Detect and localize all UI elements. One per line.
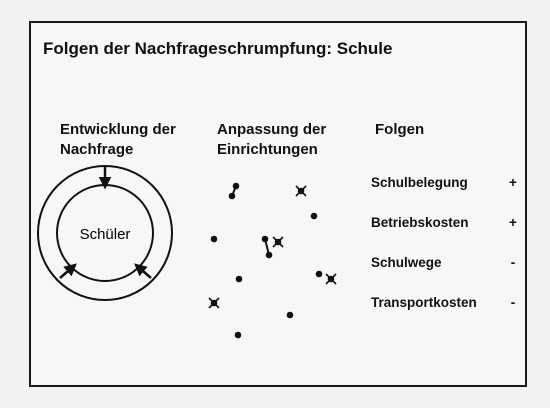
consequences-heading: Folgen: [375, 121, 425, 138]
arrow-inward-right-icon: [136, 265, 151, 278]
consequence-label: Betriebskosten: [371, 215, 469, 230]
slide-title: Folgen der Nachfrageschrumpfung: Schule: [43, 39, 393, 58]
consequence-transport-costs: [371, 295, 521, 335]
school-dot-icon: [211, 236, 218, 243]
consequence-school-routes: [371, 255, 521, 295]
merged-school-icon: [262, 236, 273, 259]
school-dot-icon: [235, 332, 242, 339]
consequence-sign: -: [510, 255, 516, 270]
students-label: Schüler: [79, 226, 131, 243]
consequence-label: Schulbelegung: [371, 175, 468, 190]
arrow-inward-left-icon: [60, 265, 75, 278]
consequence-school-occupancy: [371, 175, 521, 215]
consequence-sign: +: [509, 215, 517, 230]
facilities-heading-line-1: Anpassung der: [217, 121, 327, 138]
consequences-list: [371, 175, 521, 335]
closed-school-icon: [209, 298, 219, 308]
merged-school-icon: [229, 183, 240, 200]
consequence-label: Schulwege: [371, 255, 442, 270]
school-dot-icon: [236, 276, 243, 283]
closed-school-icon: [273, 237, 283, 247]
consequence-sign: -: [510, 295, 516, 310]
school-dot-icon: [287, 312, 294, 319]
closed-school-icon: [296, 186, 306, 196]
consequence-operating-costs: [371, 215, 521, 255]
closed-school-icon: [326, 274, 336, 284]
demand-heading-line-1: Entwicklung der: [60, 121, 176, 138]
school-dot-icon: [311, 213, 318, 220]
slide-frame: [29, 21, 527, 387]
consequence-label: Transportkosten: [371, 295, 477, 310]
demand-heading-line-2: Nachfrage: [60, 141, 134, 158]
school-dot-icon: [316, 271, 323, 278]
consequence-sign: +: [509, 175, 517, 190]
facilities-heading-line-2: Einrichtungen: [217, 141, 318, 158]
